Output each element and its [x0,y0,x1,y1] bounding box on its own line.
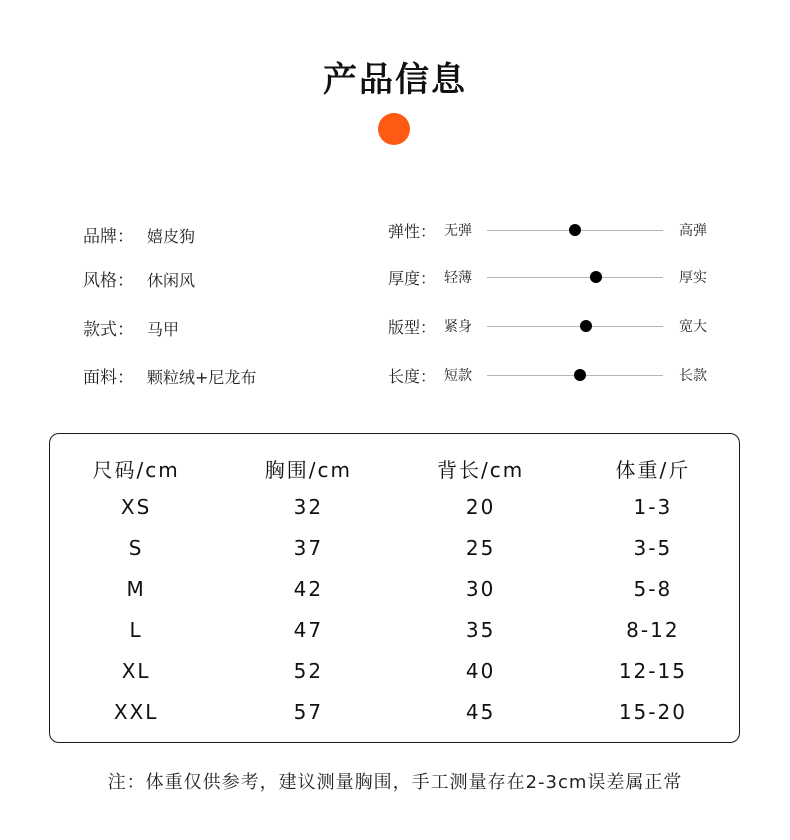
attribute-type [83,315,179,340]
table-row [50,618,739,642]
table-row [50,495,739,519]
attribute-value: 马甲 [147,320,180,339]
footer-note: 注：体重仅供参考，建议测量胸围，手工测量存在2-3cm误差属正常 [107,772,683,793]
attribute-key: 款式： [83,320,134,340]
accent-dot [378,113,410,145]
attribute-key: 面料： [83,368,134,388]
scale-low-label: 轻薄 [444,270,472,286]
table-cell: XS [120,495,152,519]
scale-high-label: 高弹 [679,223,707,239]
table-header-row [50,454,739,483]
table-cell: 25 [465,536,496,560]
scale-high-label: 长款 [679,368,707,384]
attribute-value: 颗粒绒+尼龙布 [147,368,257,387]
table-cell: 30 [465,577,496,601]
table-cell: 5-8 [633,577,673,601]
scale-knob [590,271,602,283]
attribute-fabric [83,363,256,388]
scale-fit [388,315,718,339]
attribute-key: 风格： [83,271,134,291]
table-cell: 35 [465,618,496,642]
table-cell: XXL [113,700,159,724]
scale-high-label: 厚实 [679,270,707,286]
scale-elasticity [388,219,718,243]
scale-length [388,364,718,388]
table-cell: 15-20 [618,700,687,724]
table-cell: 42 [293,577,324,601]
table-cell: M [126,577,146,601]
attribute-style [83,266,195,291]
attribute-key: 品牌： [83,227,134,247]
table-row [50,700,739,724]
table-cell: XL [121,659,151,683]
size-table [49,433,740,743]
scale-label: 长度： [388,367,437,386]
table-cell: 12-15 [618,659,687,683]
scale-label: 版型： [388,318,437,337]
table-header-cell: 尺码/cm [92,458,180,482]
table-cell: 57 [293,700,324,724]
table-cell: 32 [293,495,324,519]
table-header-cell: 胸围/cm [264,458,352,482]
attribute-value: 嬉皮狗 [147,227,196,246]
table-row [50,577,739,601]
table-header-cell: 体重/斤 [615,458,691,482]
table-cell: 47 [293,618,324,642]
page-title: 产品信息 [323,60,467,100]
scale-low-label: 紧身 [444,319,472,335]
scale-low-label: 无弹 [444,223,472,239]
scale-thickness [388,266,718,290]
table-row [50,659,739,683]
table-cell: 45 [465,700,496,724]
table-cell: 40 [465,659,496,683]
scale-knob [569,224,581,236]
table-cell: 8-12 [626,618,680,642]
scale-knob [580,320,592,332]
scale-knob [574,369,586,381]
attribute-brand [83,222,195,247]
attribute-value: 休闲风 [147,271,196,290]
table-cell: 3-5 [633,536,673,560]
scale-low-label: 短款 [444,368,472,384]
table-cell: 37 [293,536,324,560]
scale-label: 弹性： [388,222,437,241]
table-cell: 20 [465,495,496,519]
scale-label: 厚度： [388,269,437,288]
scale-high-label: 宽大 [679,319,707,335]
scale-track [487,277,663,278]
table-cell: L [129,618,143,642]
table-header-cell: 背长/cm [437,458,525,482]
table-cell: S [128,536,144,560]
table-cell: 1-3 [633,495,673,519]
scale-track [487,326,663,327]
table-cell: 52 [293,659,324,683]
table-row [50,536,739,560]
